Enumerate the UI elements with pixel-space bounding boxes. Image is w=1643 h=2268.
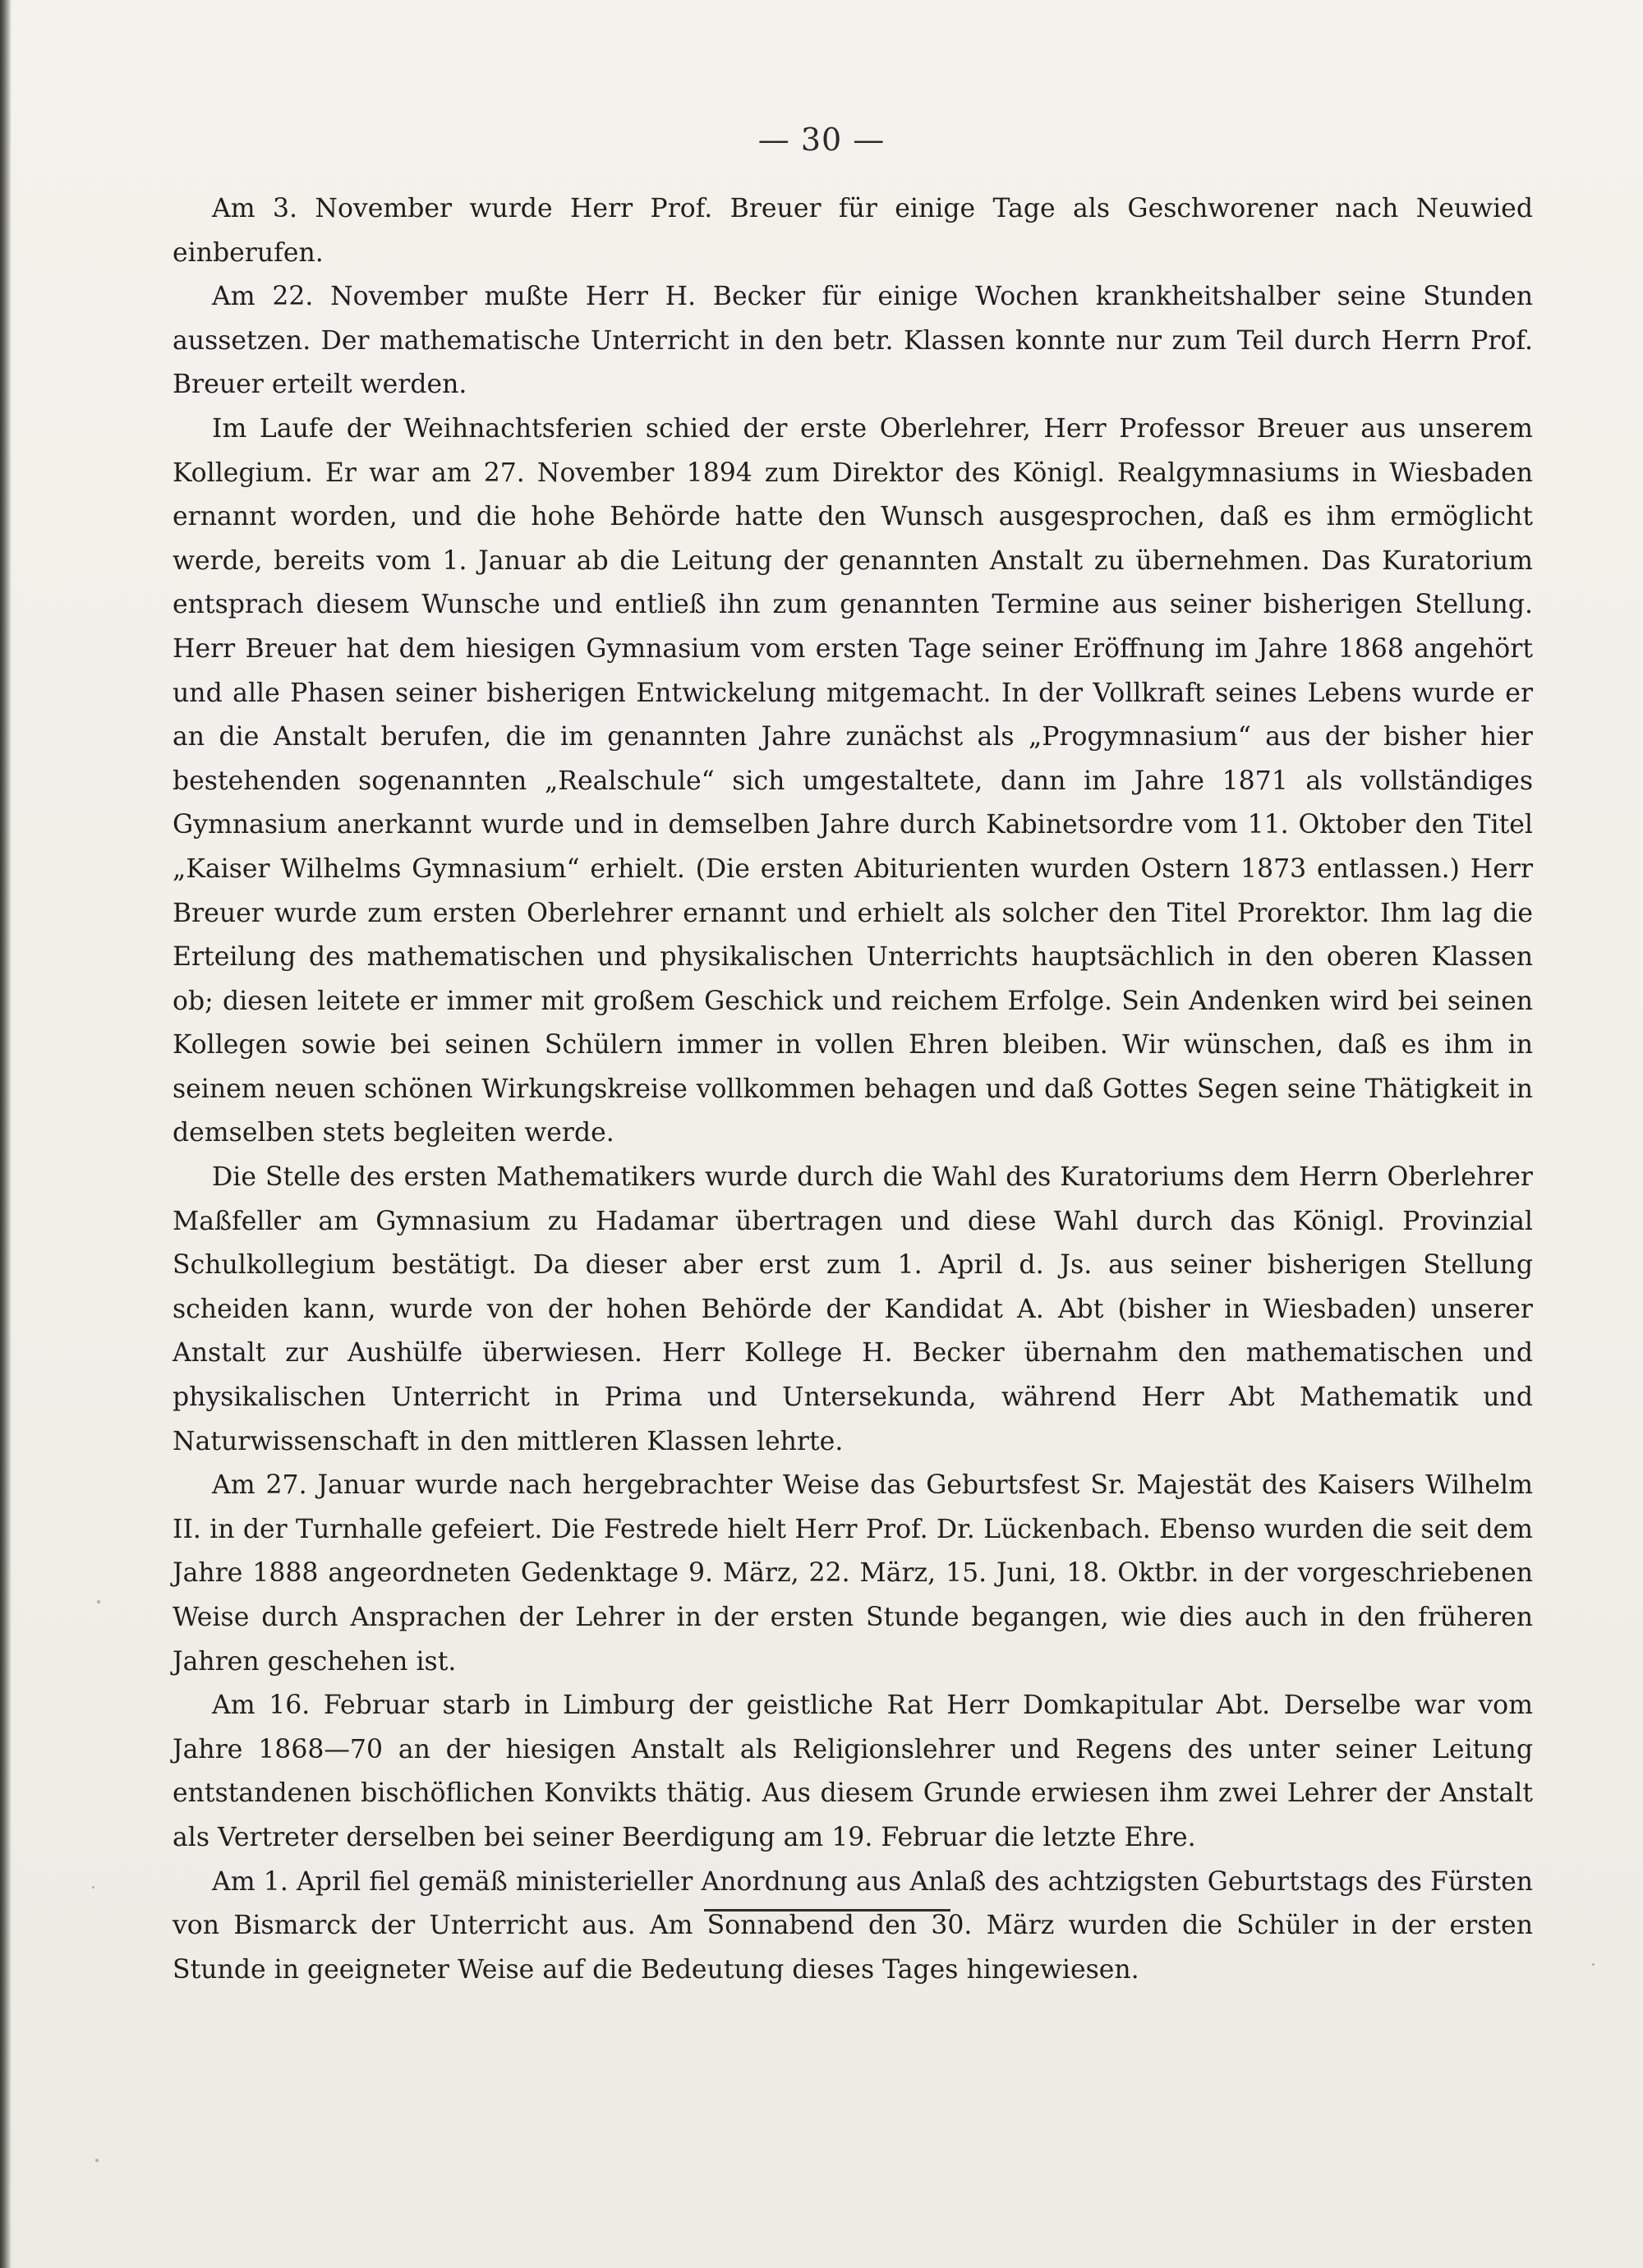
scan-speck bbox=[97, 1600, 100, 1603]
paragraph-breuer-departure: Im Laufe der Weihnachtsferien schied der erste Oberlehrer, Herr Professor Breuer aus unserem Kollegium. Er war am 27. November 1894 zum Direktor des Königl. Realgymnasiums in Wiesbaden ernannt worden, und die hohe Behörde hatte den Wunsch ausgesprochen, daß es ihm ermöglicht werde, bereits vom 1. Januar ab die Leitung der genannten Anstalt zu übernehmen. Das Kuratorium entsprach diesem Wunsche und entließ ihn zum genannten Termine aus seiner bisherigen Stellung. Herr Breuer hat dem hiesigen Gymnasium vom ersten Tage seiner Eröffnung im Jahre 1868 angehört und alle Phasen seiner bisherigen Entwickelung mitgemacht. In der Vollkraft seines Lebens wurde er an die Anstalt berufen, die im genannten Jahre zunächst als „Progymnasium“ aus der bisher hier bestehenden sogenannten „Realschule“ sich umgestaltete, dann im Jahre 1871 als vollständiges Gymnasium anerkannt wurde und in demselben Jahre durch Kabinetsordre vom 11. Oktober den Titel „Kaiser Wilhelms Gymnasium“ erhielt. (Die ersten Abiturienten wurden Ostern 1873 entlassen.) Herr Breuer wurde zum ersten Oberlehrer ernannt und erhielt als solcher den Titel Prorektor. Ihm lag die Erteilung des mathematischen und physikalischen Unterrichts hauptsächlich in den oberen Klassen ob; diesen leitete er immer mit großem Geschick und reichem Erfolge. Sein Andenken wird bei seinen Kollegen sowie bei seinen Schülern immer in vollen Ehren bleiben. Wir wünschen, daß es ihm in seinem neuen schönen Wirkungskreise vollkommen behagen und daß Gottes Segen seine Thätigkeit in demselben stets begleiten werde. bbox=[173, 413, 1533, 1148]
paragraph-mathematics-position: Die Stelle des ersten Mathematikers wurde durch die Wahl des Kuratoriums dem Herrn Oberlehrer Maßfeller am Gymnasium zu Hadamar übertragen und diese Wahl durch das Königl. Provinzial Schulkollegium bestätigt. Da dieser aber erst zum 1. April d. Js. aus seiner bisherigen Stellung scheiden kann, wurde von der hohen Behörde der Kandidat A. Abt (bisher in Wiesbaden) unserer Anstalt zur Aushülfe überwiesen. Herr Kollege H. Becker übernahm den mathematischen und physikalischen Unterricht in Prima und Untersekunda, während Herr Abt Mathematik und Naturwissenschaft in den mittleren Klassen lehrte. bbox=[173, 1162, 1533, 1456]
scan-speck bbox=[92, 1886, 94, 1888]
paragraph-breuer-juror: Am 3. November wurde Herr Prof. Breuer für einige Tage als Geschworener nach Neuwied einberufen. bbox=[173, 194, 1533, 268]
page-number: — 30 — bbox=[757, 122, 886, 158]
paragraph-kaiser-birthday: Am 27. Januar wurde nach hergebrachter Weise das Geburtsfest Sr. Majestät des Kaisers Wilhelm II. in der Turnhalle gefeiert. Die Festrede hielt Herr Prof. Dr. Lückenbach. Ebenso wurden die seit dem Jahre 1888 angeordneten Gedenktage 9. März, 22. März, 15. Juni, 18. Oktbr. in der vorgeschriebenen Weise durch Ansprachen der Lehrer in der ersten Stunde begangen, wie dies auch in den früheren Jahren geschehen ist. bbox=[173, 1470, 1533, 1677]
scan-speck bbox=[95, 2159, 99, 2162]
paragraph-domkapitular-abt: Am 16. Februar starb in Limburg der geistliche Rat Herr Domkapitular Abt. Derselbe war vom Jahre 1868—70 an der hiesigen Anstalt als Religionslehrer und Regens des unter seiner Leitung entstandenen bischöflichen Konvikts thätig. Aus diesem Grunde erwiesen ihm zwei Lehrer der Anstalt als Vertreter derselben bei seiner Beerdigung am 19. Februar die letzte Ehre. bbox=[173, 1691, 1533, 1852]
paragraph-bismarck-birthday: Am 1. April fiel gemäß ministerieller Anordnung aus Anlaß des achtzigsten Geburtstags des Fürsten von Bismarck der Unterricht aus. Am Sonnabend den 30. März wurden die Schüler in der ersten Stunde in geeigneter Weise auf die Bedeutung dieses Tages hingewiesen. bbox=[173, 1866, 1533, 1985]
paragraph-becker-sick-leave: Am 22. November mußte Herr H. Becker für einige Wochen krankheitshalber seine Stunden aussetzen. Der mathematische Unterricht in den betr. Klassen konnte nur zum Teil durch Herrn Prof. Breuer erteilt werden. bbox=[173, 282, 1533, 400]
scan-edge-shadow bbox=[0, 0, 12, 2268]
body-text bbox=[173, 187, 1533, 1992]
end-rule bbox=[704, 1909, 950, 1911]
scan-speck bbox=[1592, 1963, 1595, 1966]
